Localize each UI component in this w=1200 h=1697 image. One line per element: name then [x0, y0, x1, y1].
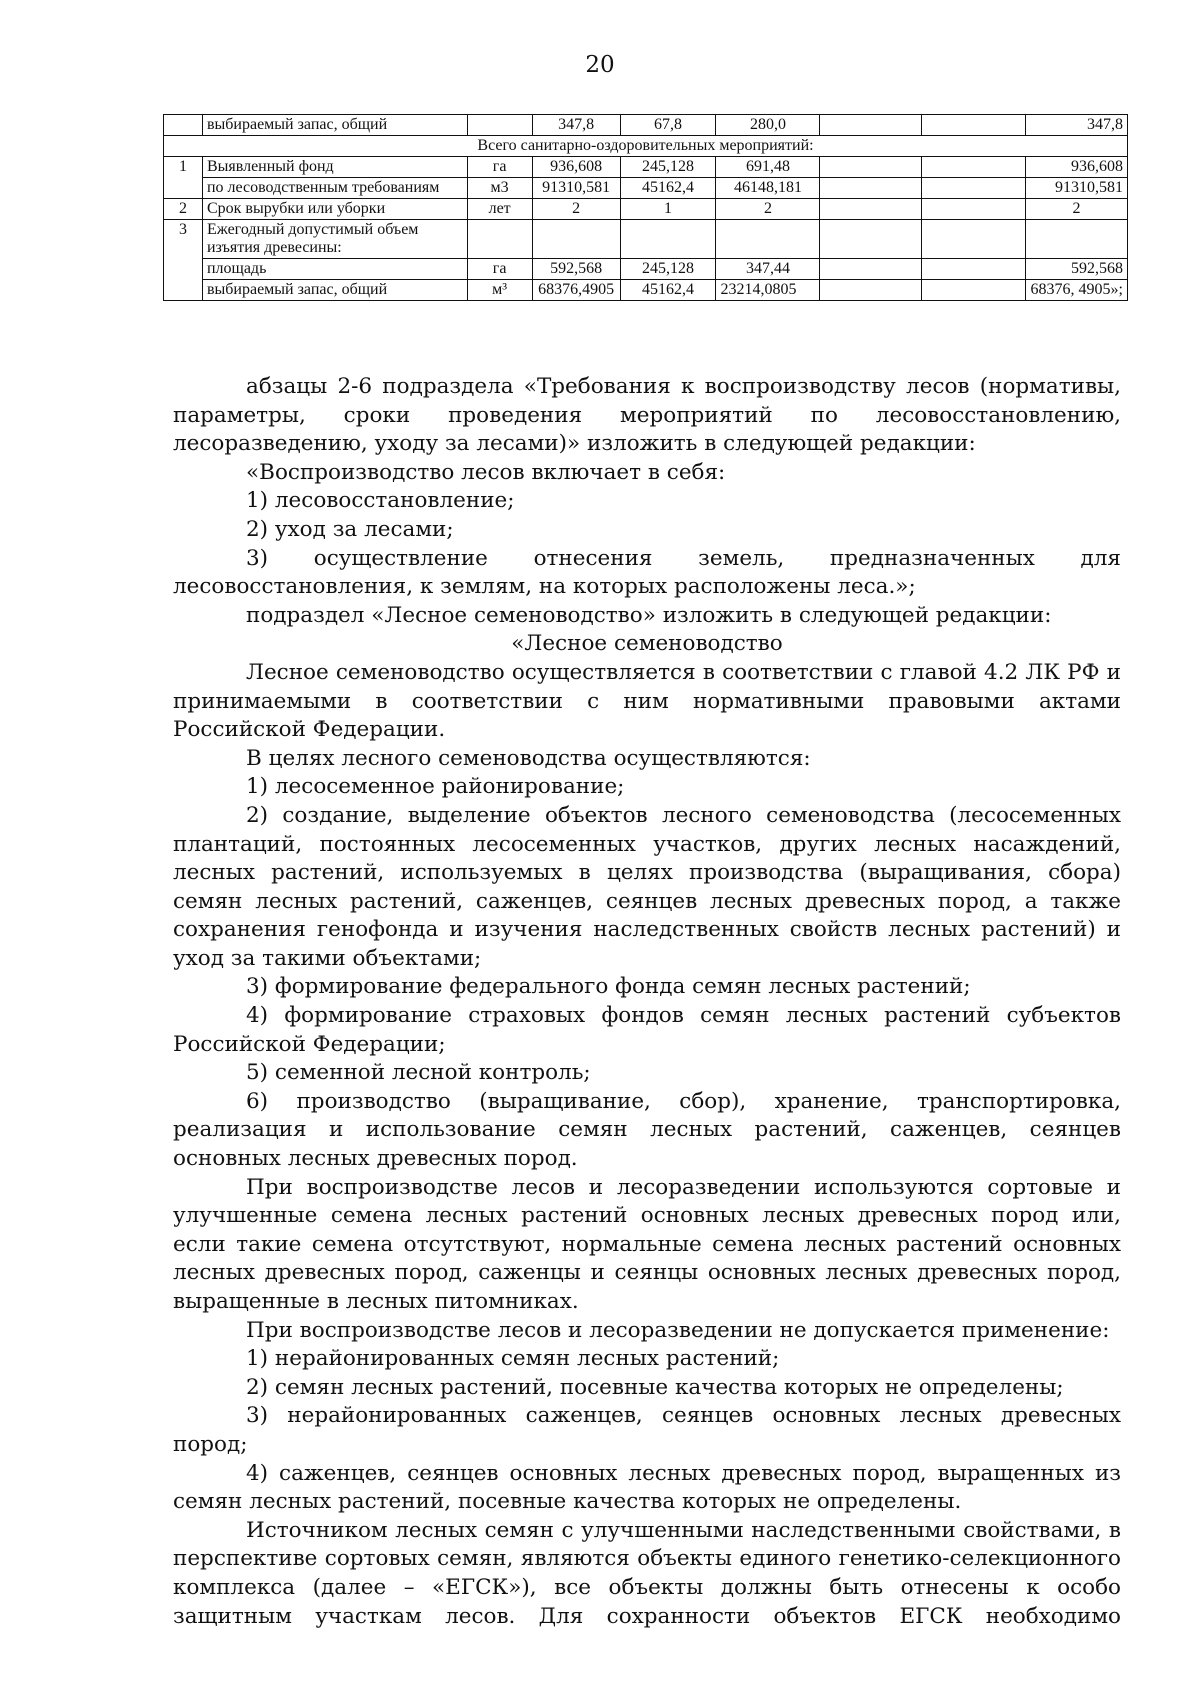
list-item: 3) нерайонированных саженцев, сеянцев основных лесных древесных пород;	[173, 1403, 1121, 1457]
table-cell-value	[922, 259, 1026, 280]
list-item: 3) формирование федерального фонда семян лесных растений;	[246, 974, 971, 1000]
table-cell-unit: га	[467, 157, 532, 178]
list-item: 1) лесовосстановление;	[246, 488, 515, 514]
table-cell-value: 2	[532, 199, 620, 220]
table-cell-num: 1	[164, 157, 203, 199]
table-cell-value	[620, 220, 716, 259]
table-cell-value: 1	[620, 199, 716, 220]
table-cell-label: выбираемый запас, общий	[202, 115, 467, 136]
table-cell-value	[820, 220, 922, 259]
table-row	[164, 220, 1128, 259]
table-cell-num: 2	[164, 199, 203, 220]
table-cell-value	[922, 199, 1026, 220]
table-cell-value	[922, 157, 1026, 178]
table-cell-value	[820, 259, 922, 280]
table-cell-label: по лесоводственным требованиям	[202, 178, 467, 199]
table-cell-value	[820, 178, 922, 199]
table-cell-label: Выявленный фонд	[202, 157, 467, 178]
table-cell-total: 91310,581	[1026, 178, 1128, 199]
table-cell-value	[716, 220, 820, 259]
list-item: 6) производство (выращивание, сбор), хранение, транспортировка, реализация и использование семян лесных растений, саженцев, сеянцев основных лесных древесных пород.	[173, 1088, 1121, 1172]
list-item: 5) семенной лесной контроль;	[246, 1060, 591, 1086]
paragraph: Источником лесных семян с улучшенными наследственными свойствами, в перспективе сортовых семян, являются объекты единого генетико-селекционного комплекса (далее – «ЕГСК»), все объекты должны быть отнесены к особо защитным участкам лесов. Для сохранности объектов ЕГСК необходимо	[173, 1517, 1121, 1629]
table-cell-value: 45162,4	[620, 178, 716, 199]
table-cell-value	[820, 199, 922, 220]
table-cell-value: 46148,181	[716, 178, 820, 199]
table-section-row	[164, 136, 1128, 157]
table-cell-value: 936,608	[532, 157, 620, 178]
table-cell-value	[922, 178, 1026, 199]
table-cell-value: 280,0	[716, 115, 820, 136]
table-cell-unit: га	[467, 259, 532, 280]
table-cell-value	[532, 220, 620, 259]
table-cell-value: 2	[716, 199, 820, 220]
paragraph: подраздел «Лесное семеноводство» изложить в следующей редакции:	[246, 602, 1052, 628]
body-text	[173, 373, 1121, 1631]
list-item: 2) создание, выделение объектов лесного семеноводства (лесосеменных плантаций, постоянных лесосеменных участков, других лесных насаждений, лесных растений, используемых в целях производства (выращивания, сбора) семян лесных растений, саженцев, сеянцев лесных древесных пород, а также сохранения генофонда и изучения наследственных свойств лесных растений) и уход за такими объектами;	[173, 802, 1121, 971]
section-heading: «Лесное семеноводство	[511, 631, 783, 657]
table-cell-unit: м³	[467, 280, 532, 301]
table-row	[164, 259, 1128, 280]
table-cell-total: 68376, 4905»;	[1026, 280, 1128, 301]
forest-measures-table	[163, 114, 1128, 301]
table-cell-total: 592,568	[1026, 259, 1128, 280]
table-cell-value: 23214,0805	[716, 280, 820, 301]
table-cell-value	[820, 157, 922, 178]
table-cell-unit	[467, 220, 532, 259]
table-cell-value: 592,568	[532, 259, 620, 280]
table-cell-value	[820, 280, 922, 301]
list-item: 4) формирование страховых фондов семян лесных растений субъектов Российской Федерации;	[173, 1003, 1121, 1057]
paragraph: В целях лесного семеноводства осуществляются:	[246, 745, 811, 771]
list-item: 4) саженцев, сеянцев основных лесных древесных пород, выращенных из семян лесных растений, посевные качества которых не определены.	[173, 1460, 1121, 1515]
list-item: 1) лесосеменное районирование;	[246, 774, 625, 800]
table-cell-total: 347,8	[1026, 115, 1128, 136]
table-row	[164, 157, 1128, 178]
table-cell-unit: лет	[467, 199, 532, 220]
table-cell-value: 347,44	[716, 259, 820, 280]
paragraph: При воспроизводстве лесов и лесоразведении используются сортовые и улучшенные семена лесных растений основных лесных древесных пород или, если такие семена отсутствуют, нормальные семена лесных растений основных лесных древесных пород, саженцы и сеянцы основных лесных древесных пород, выращенные в лесных питомниках.	[173, 1174, 1121, 1314]
table-cell-label: площадь	[202, 259, 467, 280]
table-cell-value: 245,128	[620, 157, 716, 178]
table-cell-value: 67,8	[620, 115, 716, 136]
paragraph: При воспроизводстве лесов и лесоразведении не допускается применение:	[246, 1317, 1110, 1343]
table-cell-total	[1026, 220, 1128, 259]
table-cell-value	[922, 115, 1026, 136]
table-cell-value	[820, 115, 922, 136]
table-row	[164, 178, 1128, 199]
table-row	[164, 115, 1128, 136]
table-cell-num	[164, 115, 203, 136]
table-cell-value	[922, 280, 1026, 301]
table-cell-value: 245,128	[620, 259, 716, 280]
table-cell-label: Срок вырубки или уборки	[202, 199, 467, 220]
table-cell-value: 45162,4	[620, 280, 716, 301]
list-item: 2) уход за лесами;	[246, 516, 454, 542]
table-cell-label: Ежегодный допустимый объем изъятия древесины:	[202, 220, 467, 259]
table-cell-num: 3	[164, 220, 203, 301]
paragraph: «Воспроизводство лесов включает в себя:	[246, 459, 726, 485]
table-cell-label: выбираемый запас, общий	[202, 280, 467, 301]
table-cell-value: 347,8	[532, 115, 620, 136]
list-item: 2) семян лесных растений, посевные качества которых не определены;	[246, 1374, 1064, 1400]
paragraph: абзацы 2-6 подраздела «Требования к воспроизводству лесов (нормативы, параметры, сроки проведения мероприятий по лесовосстановлению, лесоразведению, уходу за лесами)» изложить в следующей редакции:	[173, 374, 1121, 457]
table-cell-value	[922, 220, 1026, 259]
table-cell-value: 91310,581	[532, 178, 620, 199]
table-row	[164, 199, 1128, 220]
table-section-title: Всего санитарно-оздоровительных мероприятий:	[164, 136, 1128, 157]
table-cell-total: 936,608	[1026, 157, 1128, 178]
table-cell-value: 68376,4905	[532, 280, 620, 301]
page-number: 20	[585, 52, 615, 78]
paragraph: Лесное семеноводство осуществляется в соответствии с главой 4.2 ЛК РФ и принимаемыми в соответствии с ним нормативными правовыми актами Российской Федерации.	[173, 659, 1121, 743]
table-cell-unit	[467, 115, 532, 136]
list-item: 1) нерайонированных семян лесных растений;	[246, 1346, 780, 1372]
table-cell-unit: м3	[467, 178, 532, 199]
list-item: 3) осуществление отнесения земель, предназначенных для лесовосстановления, к землям, на которых расположены леса.»;	[173, 545, 1121, 600]
table-row	[164, 280, 1128, 301]
table-cell-value: 691,48	[716, 157, 820, 178]
table-cell-total: 2	[1026, 199, 1128, 220]
